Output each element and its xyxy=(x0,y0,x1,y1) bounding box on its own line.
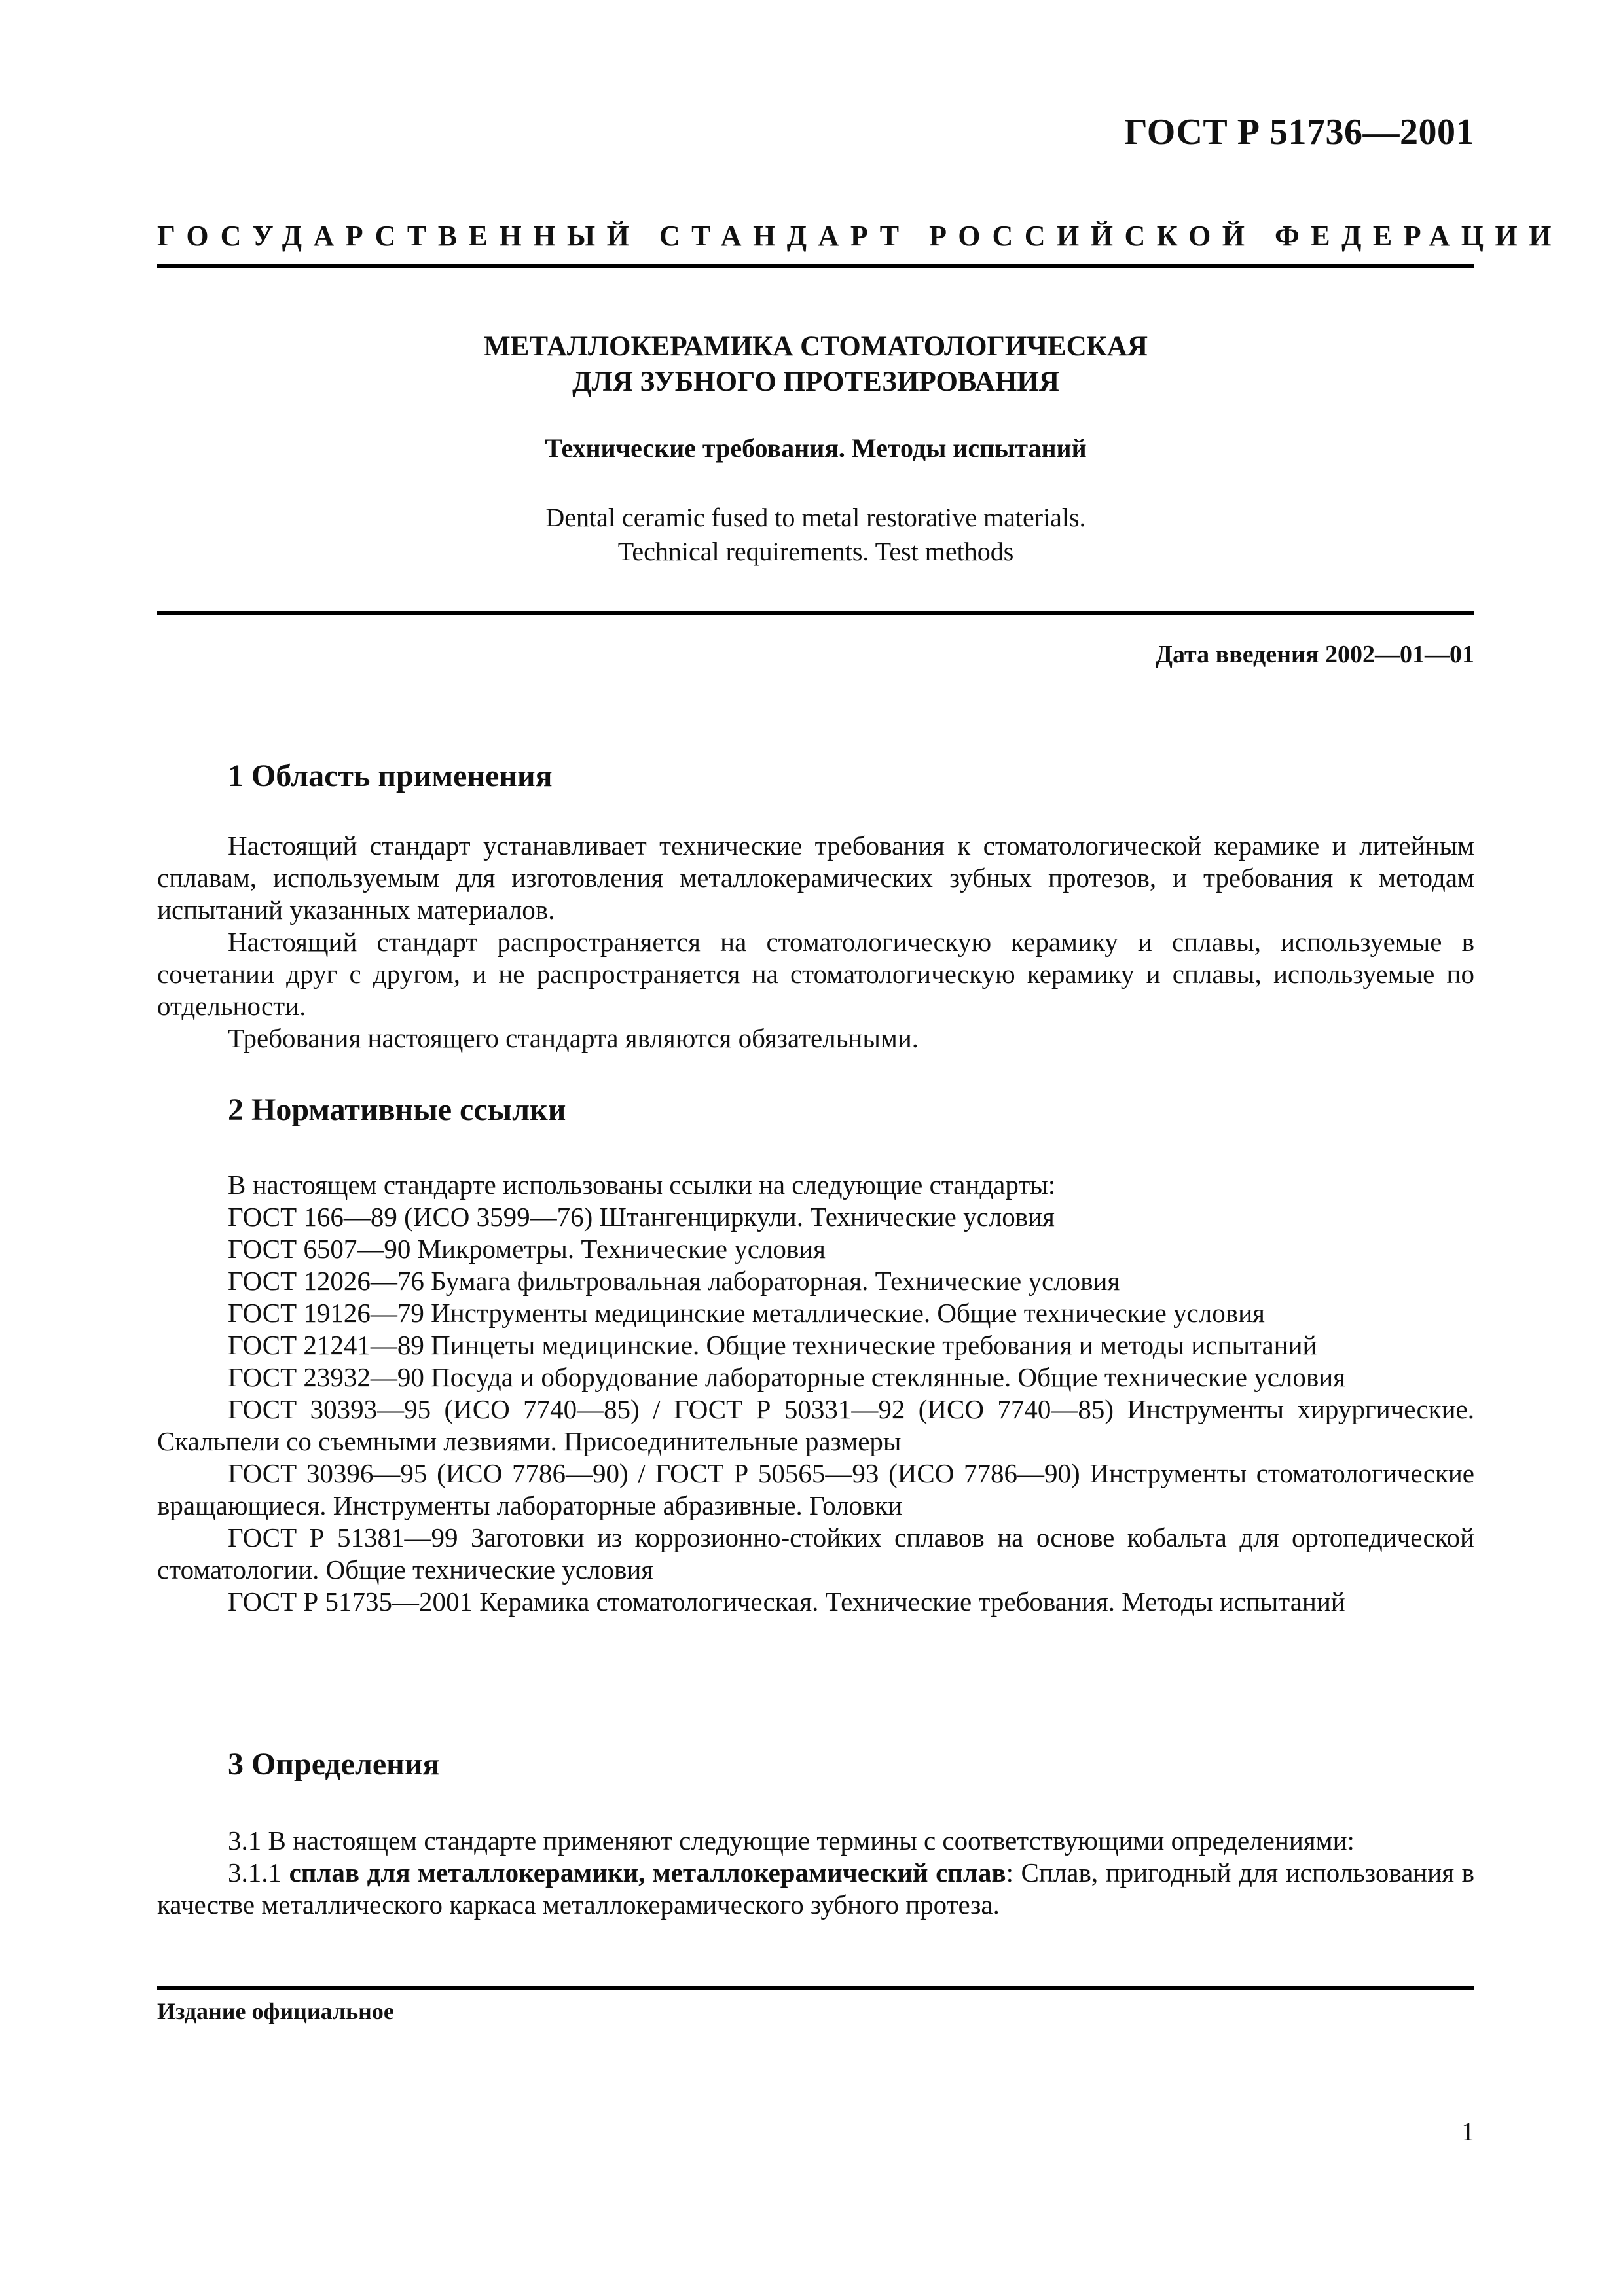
paragraph: В настоящем стандарте использованы ссылки на следующие стандарты: xyxy=(228,1170,1056,1200)
section-1-body xyxy=(157,830,1474,1054)
document-title xyxy=(157,329,1474,400)
document-subtitle: Технические требования. Методы испытаний xyxy=(545,433,1087,463)
document-number: ГОСТ Р 51736—2001 xyxy=(1124,112,1474,152)
section-2-heading: 2 Нормативные ссылки xyxy=(228,1092,566,1127)
reference-item: ГОСТ 23932—90 Посуда и оборудование лабораторные стеклянные. Общие технические условия xyxy=(228,1362,1346,1392)
title-line-2: ДЛЯ ЗУБНОГО ПРОТЕЗИРОВАНИЯ xyxy=(572,367,1059,397)
english-title-line-2: Technical requirements. Test methods xyxy=(617,537,1014,566)
section-1-heading: 1 Область применения xyxy=(228,759,553,793)
reference-item: ГОСТ 19126—79 Инструменты медицинские металлические. Общие технические условия xyxy=(228,1298,1265,1328)
paragraph: 3.1 В настоящем стандарте применяют следующие термины с соответствующими определениями: xyxy=(228,1825,1355,1856)
paragraph: Настоящий стандарт распространяется на стоматологическую керамику и сплавы, используемые в сочетании друг с другом, и не распространяется на стоматологическую керамику и сплавы, используемые по отдельности. xyxy=(157,927,1474,1021)
section-3-heading: 3 Определения xyxy=(228,1747,440,1782)
reference-item: ГОСТ 30393—95 (ИСО 7740—85) / ГОСТ Р 50331—92 (ИСО 7740—85) Инструменты хирургические. Скальпели со съемными лезвиями. Присоединительные размеры xyxy=(157,1394,1474,1456)
english-title-line-1: Dental ceramic fused to metal restorative materials. xyxy=(545,503,1086,532)
reference-item: ГОСТ 12026—76 Бумага фильтровальная лабораторная. Технические условия xyxy=(228,1266,1120,1296)
definition-number: 3.1.1 xyxy=(228,1857,289,1888)
definition-paragraph xyxy=(157,1857,1474,1921)
introduction-date: Дата введения 2002—01—01 xyxy=(1155,641,1474,668)
page-number: 1 xyxy=(1461,2117,1474,2146)
reference-item: ГОСТ Р 51381—99 Заготовки из коррозионно-стойких сплавов на основе кобальта для ортопедической стоматологии. Общие технические условия xyxy=(157,1522,1474,1585)
definition-term: сплав для металлокерамики, металлокерамический сплав xyxy=(289,1857,1006,1888)
paragraph: Требования настоящего стандарта являются обязательными. xyxy=(228,1023,919,1053)
reference-item: ГОСТ 6507—90 Микрометры. Технические условия xyxy=(228,1234,826,1264)
reference-item: ГОСТ 166—89 (ИСО 3599—76) Штангенциркули. Технические условия xyxy=(228,1202,1055,1232)
official-edition-label: Издание официальное xyxy=(157,1998,394,2024)
reference-item: ГОСТ 30396—95 (ИСО 7786—90) / ГОСТ Р 50565—93 (ИСО 7786—90) Инструменты стоматологические вращающиеся. Инструменты лабораторные абразивные. Головки xyxy=(157,1458,1474,1520)
header-rule xyxy=(157,264,1474,268)
section-2-body xyxy=(157,1169,1474,1618)
footer-rule xyxy=(157,1986,1474,1990)
paragraph: Настоящий стандарт устанавливает технические требования к стоматологической керамике и литейным сплавам, используемым для изготовления металлокерамических зубных протезов, и требования к методам испытаний указанных материалов. xyxy=(157,831,1474,925)
state-standard-banner: ГОСУДАРСТВЕННЫЙ СТАНДАРТ РОССИЙСКОЙ ФЕДЕРАЦИИ xyxy=(157,220,1563,252)
reference-item: ГОСТ 21241—89 Пинцеты медицинские. Общие технические требования и методы испытаний xyxy=(228,1330,1317,1360)
reference-item: ГОСТ Р 51735—2001 Керамика стоматологическая. Технические требования. Методы испытаний xyxy=(228,1587,1345,1617)
definition-text: : Сплав, пригодный для использования в качестве металлического каркаса металлокерамического зубного протеза. xyxy=(157,1857,1475,1920)
title-rule xyxy=(157,611,1474,615)
title-line-1: МЕТАЛЛОКЕРАМИКА СТОМАТОЛОГИЧЕСКАЯ xyxy=(484,331,1148,362)
section-3-body xyxy=(157,1825,1474,1921)
english-title xyxy=(157,501,1474,569)
